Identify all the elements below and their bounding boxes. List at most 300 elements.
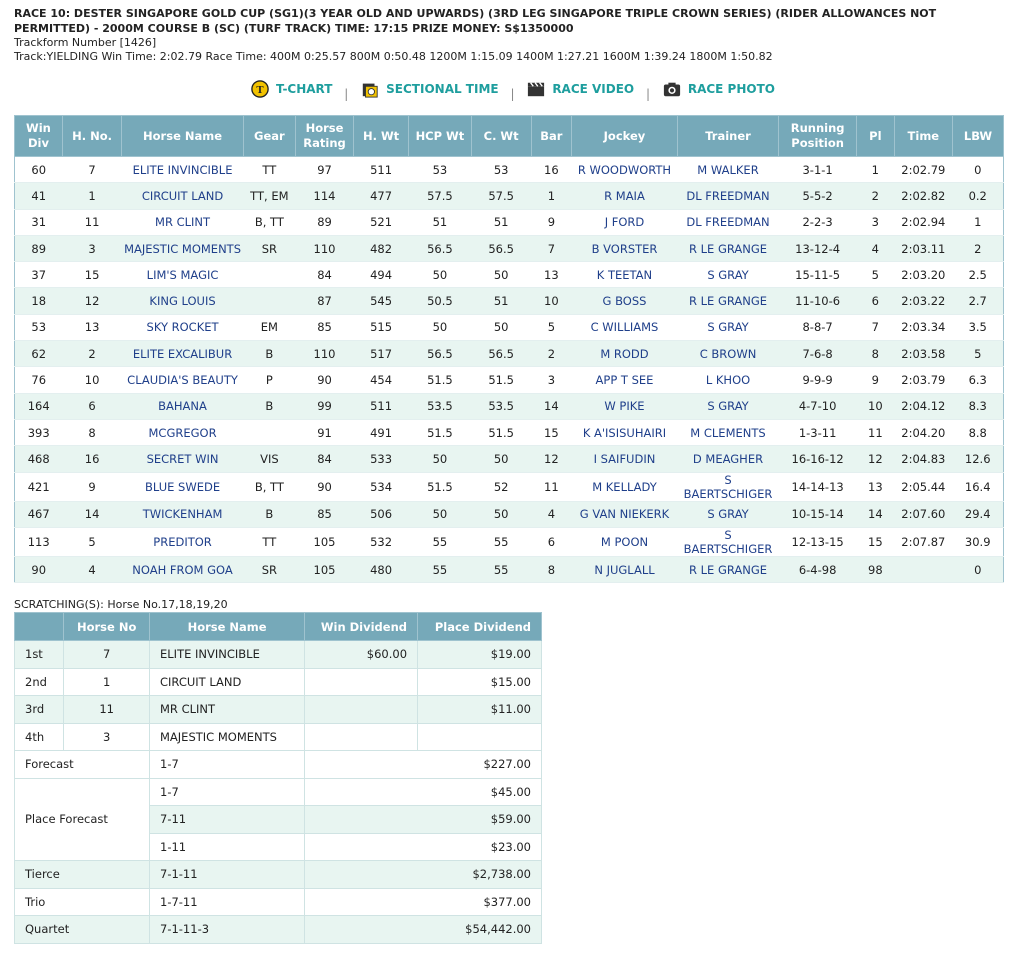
win-div-cell: 89 [15, 235, 63, 261]
tchart-label: T-CHART [276, 82, 333, 96]
table-row [15, 183, 1004, 209]
horse-name-cell[interactable]: LIM'S MAGIC [122, 262, 243, 288]
jockey-cell[interactable]: R WOODWORTH [572, 157, 678, 183]
hcp-weight-cell: 51.5 [409, 472, 472, 501]
sectional-time-link[interactable] [360, 80, 498, 98]
carried-weight-cell: 55 [471, 556, 531, 582]
gear-cell: SR [243, 556, 295, 582]
jockey-cell[interactable]: M POON [572, 527, 678, 556]
horse-weight-cell: 511 [354, 157, 409, 183]
horse-rating-cell: 91 [295, 419, 353, 445]
lbw-cell: 12.6 [952, 446, 1003, 472]
finish-time-cell: 2:02.94 [894, 209, 952, 235]
table-row [15, 235, 1004, 261]
hcp-weight-cell: 50.5 [409, 288, 472, 314]
place-horse-name: CIRCUIT LAND [150, 668, 305, 696]
horse-name-cell[interactable]: TWICKENHAM [122, 501, 243, 527]
trainer-cell[interactable]: R LE GRANGE [677, 235, 778, 261]
trio-label: Trio [15, 888, 150, 916]
link-separator: | [510, 87, 515, 101]
carried-weight-cell: 57.5 [471, 183, 531, 209]
carried-weight-cell: 51 [471, 288, 531, 314]
jockey-cell[interactable]: G BOSS [572, 288, 678, 314]
placing-cell: 6 [856, 288, 894, 314]
running-position-cell: 12-13-15 [779, 527, 857, 556]
finish-time-cell: 2:03.79 [894, 367, 952, 393]
jockey-cell[interactable]: M KELLADY [572, 472, 678, 501]
trainer-cell[interactable]: S GRAY [677, 393, 778, 419]
table-row [15, 341, 1004, 367]
finish-time-cell: 2:03.11 [894, 235, 952, 261]
race-video-link[interactable] [526, 80, 634, 98]
place-dividend: $15.00 [418, 668, 542, 696]
horse-weight-cell: 533 [354, 446, 409, 472]
stopwatch-icon [360, 80, 380, 98]
place-position: 4th [15, 723, 64, 751]
col-header-horse-weight: H. Wt [354, 116, 409, 157]
running-position-cell: 7-6-8 [779, 341, 857, 367]
carried-weight-cell: 51 [471, 209, 531, 235]
finish-time-cell: 2:04.83 [894, 446, 952, 472]
place-horse-name: MAJESTIC MOMENTS [150, 723, 305, 751]
trio-combo: 1-7-11 [150, 888, 305, 916]
div-col-header-2: Horse Name [150, 613, 305, 641]
gear-cell: B [243, 393, 295, 419]
col-header-horse-no: H. No. [62, 116, 121, 157]
win-div-cell: 53 [15, 314, 63, 340]
horse-name-cell[interactable]: MCGREGOR [122, 419, 243, 445]
gear-cell: TT [243, 157, 295, 183]
horse-name-cell[interactable]: MR CLINT [122, 209, 243, 235]
place-horse-name: ELITE INVINCIBLE [150, 641, 305, 669]
trainer-cell[interactable]: R LE GRANGE [677, 556, 778, 582]
col-header-gear: Gear [243, 116, 295, 157]
gear-cell: VIS [243, 446, 295, 472]
gear-cell: TT, EM [243, 183, 295, 209]
trainer-cell[interactable]: S BAERTSCHIGER [677, 472, 778, 501]
barrier-cell: 9 [531, 209, 572, 235]
lbw-cell: 2 [952, 235, 1003, 261]
horse-no-cell: 1 [62, 183, 121, 209]
place-horse-no: 1 [64, 668, 150, 696]
table-row [15, 472, 1004, 501]
win-div-cell: 31 [15, 209, 63, 235]
gear-cell: SR [243, 235, 295, 261]
place-horse-no: 7 [64, 641, 150, 669]
running-position-cell: 9-9-9 [779, 367, 857, 393]
placing-cell: 12 [856, 446, 894, 472]
place-horse-no: 3 [64, 723, 150, 751]
horse-no-cell: 16 [62, 446, 121, 472]
tchart-link[interactable] [250, 80, 332, 98]
horse-no-cell: 6 [62, 393, 121, 419]
horse-name-cell[interactable]: BAHANA [122, 393, 243, 419]
win-div-cell: 37 [15, 262, 63, 288]
barrier-cell: 10 [531, 288, 572, 314]
lbw-cell: 2.5 [952, 262, 1003, 288]
hcp-weight-cell: 53 [409, 157, 472, 183]
div-col-header-1: Horse No [64, 613, 150, 641]
place-position: 3rd [15, 696, 64, 724]
jockey-cell[interactable]: K TEETAN [572, 262, 678, 288]
place-forecast-combo: 1-11 [150, 833, 305, 861]
horse-rating-cell: 90 [295, 367, 353, 393]
jockey-cell[interactable]: C WILLIAMS [572, 314, 678, 340]
table-row [15, 314, 1004, 340]
horse-no-cell: 4 [62, 556, 121, 582]
lbw-cell: 0 [952, 157, 1003, 183]
results-header-row [15, 116, 1004, 157]
dividend-row [15, 723, 542, 751]
finish-time-cell: 2:04.12 [894, 393, 952, 419]
horse-weight-cell: 482 [354, 235, 409, 261]
horse-no-cell: 14 [62, 501, 121, 527]
gear-cell [243, 419, 295, 445]
trainer-cell[interactable]: S BAERTSCHIGER [677, 527, 778, 556]
horse-name-cell[interactable]: NOAH FROM GOA [122, 556, 243, 582]
horse-rating-cell: 105 [295, 556, 353, 582]
results-body [15, 157, 1004, 583]
finish-time-cell: 2:07.87 [894, 527, 952, 556]
win-div-cell: 18 [15, 288, 63, 314]
horse-weight-cell: 506 [354, 501, 409, 527]
win-div-cell: 76 [15, 367, 63, 393]
jockey-cell[interactable]: I SAIFUDIN [572, 446, 678, 472]
placing-cell: 4 [856, 235, 894, 261]
placing-cell: 3 [856, 209, 894, 235]
trainer-cell[interactable]: DL FREEDMAN [677, 209, 778, 235]
link-separator: | [344, 87, 349, 101]
jockey-cell[interactable]: APP T SEE [572, 367, 678, 393]
horse-weight-cell: 480 [354, 556, 409, 582]
hcp-weight-cell: 50 [409, 314, 472, 340]
running-position-cell: 6-4-98 [779, 556, 857, 582]
barrier-cell: 6 [531, 527, 572, 556]
table-row [15, 262, 1004, 288]
lbw-cell: 1 [952, 209, 1003, 235]
finish-time-cell: 2:03.58 [894, 341, 952, 367]
track-info: Track:YIELDING Win Time: 2:02.79 Race Time: 400M 0:25.57 800M 0:50.48 1200M 1:15.09 1400M 1:27.21 1600M 1:39.24 1800M 1:50.82 [14, 50, 773, 63]
jockey-cell[interactable]: N JUGLALL [572, 556, 678, 582]
running-position-cell: 3-1-1 [779, 157, 857, 183]
div-col-header-4: Place Dividend [418, 613, 542, 641]
horse-weight-cell: 477 [354, 183, 409, 209]
running-position-cell: 13-12-4 [779, 235, 857, 261]
horse-no-cell: 13 [62, 314, 121, 340]
col-header-horse-name: Horse Name [122, 116, 243, 157]
running-position-cell: 15-11-5 [779, 262, 857, 288]
hcp-weight-cell: 56.5 [409, 341, 472, 367]
camera-icon [662, 80, 682, 98]
jockey-cell[interactable]: J FORD [572, 209, 678, 235]
place-forecast-label: Place Forecast [15, 778, 150, 861]
horse-name-cell[interactable]: BLUE SWEDE [122, 472, 243, 501]
trainer-cell[interactable]: S GRAY [677, 501, 778, 527]
table-row [15, 288, 1004, 314]
race-photo-link[interactable] [662, 80, 775, 98]
lbw-cell: 29.4 [952, 501, 1003, 527]
carried-weight-cell: 50 [471, 446, 531, 472]
scratchings: SCRATCHING(S): Horse No.17,18,19,20 [14, 598, 228, 611]
horse-name-cell[interactable]: ELITE EXCALIBUR [122, 341, 243, 367]
place-horse-no: 11 [64, 696, 150, 724]
placing-cell: 98 [856, 556, 894, 582]
jockey-cell[interactable]: W PIKE [572, 393, 678, 419]
horse-rating-cell: 84 [295, 446, 353, 472]
carried-weight-cell: 52 [471, 472, 531, 501]
hcp-weight-cell: 55 [409, 527, 472, 556]
forecast-label: Forecast [15, 751, 150, 779]
placing-cell: 14 [856, 501, 894, 527]
running-position-cell: 8-8-7 [779, 314, 857, 340]
table-row [15, 209, 1004, 235]
jockey-cell[interactable]: K A'ISISUHAIRI [572, 419, 678, 445]
table-row [15, 367, 1004, 393]
carried-weight-cell: 51.5 [471, 367, 531, 393]
jockey-cell[interactable]: R MAIA [572, 183, 678, 209]
place-dividend: $11.00 [418, 696, 542, 724]
table-row [15, 157, 1004, 183]
placing-cell: 7 [856, 314, 894, 340]
finish-time-cell [894, 556, 952, 582]
dividends-body [15, 641, 542, 944]
horse-rating-cell: 90 [295, 472, 353, 501]
trainer-cell[interactable]: D MEAGHER [677, 446, 778, 472]
place-forecast-combo: 1-7 [150, 778, 305, 806]
hcp-weight-cell: 51 [409, 209, 472, 235]
lbw-cell: 16.4 [952, 472, 1003, 501]
horse-name-cell[interactable]: MAJESTIC MOMENTS [122, 235, 243, 261]
barrier-cell: 1 [531, 183, 572, 209]
horse-name-cell[interactable]: SKY ROCKET [122, 314, 243, 340]
horse-name-cell[interactable]: SECRET WIN [122, 446, 243, 472]
col-header-win-div: Win Div [15, 116, 63, 157]
gear-cell: EM [243, 314, 295, 340]
horse-name-cell[interactable]: ELITE INVINCIBLE [122, 157, 243, 183]
win-div-cell: 41 [15, 183, 63, 209]
hcp-weight-cell: 53.5 [409, 393, 472, 419]
running-position-cell: 11-10-6 [779, 288, 857, 314]
horse-rating-cell: 89 [295, 209, 353, 235]
col-header-jockey: Jockey [572, 116, 678, 157]
quartet-combo: 7-1-11-3 [150, 916, 305, 944]
horse-rating-cell: 114 [295, 183, 353, 209]
hcp-weight-cell: 57.5 [409, 183, 472, 209]
horse-no-cell: 15 [62, 262, 121, 288]
win-div-cell: 421 [15, 472, 63, 501]
jockey-cell[interactable]: M RODD [572, 341, 678, 367]
carried-weight-cell: 56.5 [471, 341, 531, 367]
running-position-cell: 4-7-10 [779, 393, 857, 419]
forecast-row [15, 751, 542, 779]
place-forecast-amount: $59.00 [305, 806, 542, 834]
barrier-cell: 15 [531, 419, 572, 445]
barrier-cell: 13 [531, 262, 572, 288]
horse-rating-cell: 110 [295, 235, 353, 261]
trainer-cell[interactable]: DL FREEDMAN [677, 183, 778, 209]
place-dividend [418, 723, 542, 751]
lbw-cell: 0 [952, 556, 1003, 582]
carried-weight-cell: 51.5 [471, 419, 531, 445]
dividends-header-row [15, 613, 542, 641]
forecast-amount: $227.00 [305, 751, 542, 779]
placing-cell: 1 [856, 157, 894, 183]
barrier-cell: 4 [531, 501, 572, 527]
running-position-cell: 10-15-14 [779, 501, 857, 527]
horse-weight-cell: 454 [354, 367, 409, 393]
table-row [15, 419, 1004, 445]
finish-time-cell: 2:05.44 [894, 472, 952, 501]
sectional-time-label: SECTIONAL TIME [386, 82, 499, 96]
table-row [15, 556, 1004, 582]
place-forecast-amount: $23.00 [305, 833, 542, 861]
win-div-cell: 467 [15, 501, 63, 527]
col-header-horse-rating: Horse Rating [295, 116, 353, 157]
carried-weight-cell: 50 [471, 314, 531, 340]
col-header-carried-weight: C. Wt [471, 116, 531, 157]
horse-name-cell[interactable]: PREDITOR [122, 527, 243, 556]
col-header-trainer: Trainer [677, 116, 778, 157]
trainer-cell[interactable]: S GRAY [677, 262, 778, 288]
finish-time-cell: 2:03.22 [894, 288, 952, 314]
hcp-weight-cell: 50 [409, 262, 472, 288]
horse-weight-cell: 494 [354, 262, 409, 288]
lbw-cell: 6.3 [952, 367, 1003, 393]
horse-weight-cell: 491 [354, 419, 409, 445]
lbw-cell: 0.2 [952, 183, 1003, 209]
horse-weight-cell: 532 [354, 527, 409, 556]
running-position-cell: 5-5-2 [779, 183, 857, 209]
horse-weight-cell: 521 [354, 209, 409, 235]
win-div-cell: 60 [15, 157, 63, 183]
horse-no-cell: 10 [62, 367, 121, 393]
horse-rating-cell: 85 [295, 501, 353, 527]
dividends-table [14, 612, 542, 944]
place-position: 1st [15, 641, 64, 669]
horse-no-cell: 2 [62, 341, 121, 367]
horse-no-cell: 5 [62, 527, 121, 556]
carried-weight-cell: 56.5 [471, 235, 531, 261]
jockey-cell[interactable]: B VORSTER [572, 235, 678, 261]
place-position: 2nd [15, 668, 64, 696]
horse-weight-cell: 517 [354, 341, 409, 367]
gear-cell: B, TT [243, 472, 295, 501]
carried-weight-cell: 53 [471, 157, 531, 183]
horse-weight-cell: 515 [354, 314, 409, 340]
hcp-weight-cell: 50 [409, 501, 472, 527]
barrier-cell: 5 [531, 314, 572, 340]
race-title: RACE 10: DESTER SINGAPORE GOLD CUP (SG1)(3 YEAR OLD AND UPWARDS) (3RD LEG SINGAPORE TRIPLE CROWN SERIES) (RIDER ALLOWANCES NOT PERMITTED) - 2000M COURSE B (SC) (TURF TRACK) TIME: 17:15 PRIZE MONEY: S$1350000 [14, 7, 937, 35]
horse-name-cell[interactable]: CIRCUIT LAND [122, 183, 243, 209]
horse-name-cell[interactable]: KING LOUIS [122, 288, 243, 314]
placing-cell: 5 [856, 262, 894, 288]
carried-weight-cell: 53.5 [471, 393, 531, 419]
horse-no-cell: 7 [62, 157, 121, 183]
horse-rating-cell: 84 [295, 262, 353, 288]
div-col-header-3: Win Dividend [305, 613, 418, 641]
placing-cell: 15 [856, 527, 894, 556]
trainer-cell[interactable]: C BROWN [677, 341, 778, 367]
race-links [0, 80, 1025, 101]
finish-time-cell: 2:02.82 [894, 183, 952, 209]
barrier-cell: 14 [531, 393, 572, 419]
race-video-label: RACE VIDEO [552, 82, 635, 96]
barrier-cell: 8 [531, 556, 572, 582]
running-position-cell: 2-2-3 [779, 209, 857, 235]
lbw-cell: 30.9 [952, 527, 1003, 556]
tierce-combo: 7-1-11 [150, 861, 305, 889]
win-dividend [305, 723, 418, 751]
race-header [14, 6, 1009, 64]
barrier-cell: 2 [531, 341, 572, 367]
lbw-cell: 2.7 [952, 288, 1003, 314]
win-div-cell: 164 [15, 393, 63, 419]
horse-no-cell: 8 [62, 419, 121, 445]
lbw-cell: 5 [952, 341, 1003, 367]
win-div-cell: 62 [15, 341, 63, 367]
dividend-row [15, 641, 542, 669]
finish-time-cell: 2:07.60 [894, 501, 952, 527]
lbw-cell: 3.5 [952, 314, 1003, 340]
carried-weight-cell: 50 [471, 501, 531, 527]
barrier-cell: 11 [531, 472, 572, 501]
gear-cell: P [243, 367, 295, 393]
horse-name-cell[interactable]: CLAUDIA'S BEAUTY [122, 367, 243, 393]
horse-weight-cell: 534 [354, 472, 409, 501]
trio-amount: $377.00 [305, 888, 542, 916]
barrier-cell: 16 [531, 157, 572, 183]
lbw-cell: 8.3 [952, 393, 1003, 419]
finish-time-cell: 2:03.20 [894, 262, 952, 288]
hcp-weight-cell: 56.5 [409, 235, 472, 261]
place-forecast-row [15, 778, 542, 806]
col-header-barrier: Bar [531, 116, 572, 157]
win-div-cell: 468 [15, 446, 63, 472]
trainer-cell[interactable]: R LE GRANGE [677, 288, 778, 314]
horse-rating-cell: 110 [295, 341, 353, 367]
trainer-cell[interactable]: S GRAY [677, 314, 778, 340]
dividend-row [15, 668, 542, 696]
jockey-cell[interactable]: G VAN NIEKERK [572, 501, 678, 527]
placing-cell: 10 [856, 393, 894, 419]
clapperboard-icon [526, 80, 546, 98]
barrier-cell: 3 [531, 367, 572, 393]
tierce-row [15, 861, 542, 889]
horse-no-cell: 3 [62, 235, 121, 261]
finish-time-cell: 2:02.79 [894, 157, 952, 183]
horse-weight-cell: 545 [354, 288, 409, 314]
col-header-finish-time: Time [894, 116, 952, 157]
trainer-cell[interactable]: L KHOO [677, 367, 778, 393]
quartet-amount: $54,442.00 [305, 916, 542, 944]
placing-cell: 13 [856, 472, 894, 501]
carried-weight-cell: 50 [471, 262, 531, 288]
place-forecast-combo: 7-11 [150, 806, 305, 834]
placing-cell: 2 [856, 183, 894, 209]
table-row [15, 527, 1004, 556]
forecast-combo: 1-7 [150, 751, 305, 779]
horse-rating-cell: 99 [295, 393, 353, 419]
win-dividend: $60.00 [305, 641, 418, 669]
horse-no-cell: 12 [62, 288, 121, 314]
hcp-weight-cell: 51.5 [409, 367, 472, 393]
running-position-cell: 1-3-11 [779, 419, 857, 445]
win-div-cell: 113 [15, 527, 63, 556]
trainer-cell[interactable]: M CLEMENTS [677, 419, 778, 445]
trainer-cell[interactable]: M WALKER [677, 157, 778, 183]
tierce-label: Tierce [15, 861, 150, 889]
table-row [15, 393, 1004, 419]
